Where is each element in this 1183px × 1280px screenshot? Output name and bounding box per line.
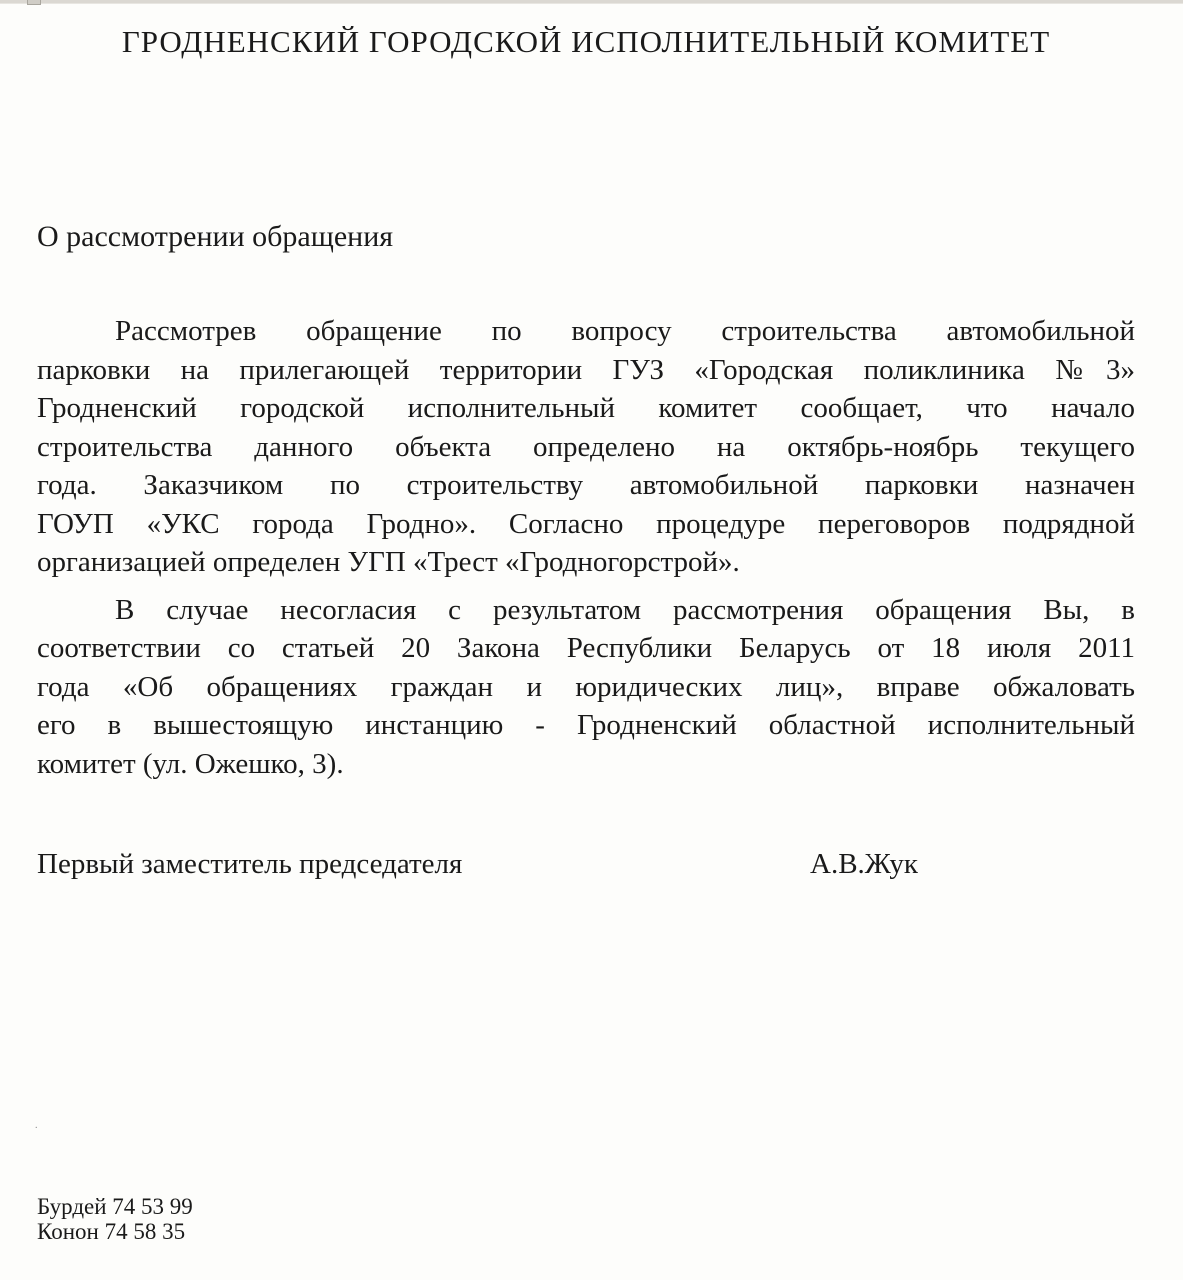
signature-name: А.В.Жук xyxy=(810,848,918,880)
body-line: года «Об обращениях граждан и юридических лиц», вправе обжаловать xyxy=(37,670,1135,703)
body-line: парковки на прилегающей территории ГУЗ «Городская поликлиника №3» xyxy=(37,353,1135,386)
contact-block xyxy=(37,1195,193,1244)
body-paragraph-2 xyxy=(37,591,1135,784)
body-line: ГОУП «УКС города Гродно». Согласно процедуре переговоров подрядной xyxy=(37,507,1135,540)
subject-line: О рассмотрении обращения xyxy=(37,220,394,253)
contact-phone-2: Конон 74 58 35 xyxy=(37,1218,186,1244)
stray-dot-mark: . xyxy=(35,1120,38,1131)
body-line: его в вышестоящую инстанцию - Гродненский областной исполнительный xyxy=(37,709,1135,741)
body-line: комитет (ул. Ожешко, 3). xyxy=(37,747,344,780)
body-line: Рассмотрев обращение по вопросу строительства автомобильной xyxy=(115,315,1135,347)
body-line: года. Заказчиком по строительству автомобильной парковки назначен xyxy=(37,469,1135,501)
signature-title: Первый заместитель председателя xyxy=(37,848,463,880)
body-paragraph-1 xyxy=(37,312,1135,582)
body-line: Гродненский городской исполнительный комитет сообщает, что начало xyxy=(37,392,1135,424)
body-line: В случае несогласия с результатом рассмотрения обращения Вы, в xyxy=(115,593,1135,626)
signature-row xyxy=(37,845,1135,883)
body-line: соответствии со статьей 20 Закона Республики Беларусь от 18 июля 2011 xyxy=(37,632,1135,664)
document-title: ГРОДНЕНСКИЙ ГОРОДСКОЙ ИСПОЛНИТЕЛЬНЫЙ КОМИТЕТ xyxy=(121,24,1051,59)
body-line: строительства данного объекта определено на октябрь-ноябрь текущего xyxy=(37,430,1135,463)
body-line: организацией определен УГП «Трест «Гродногорстрой». xyxy=(37,546,740,578)
contact-phone-1: Бурдей 74 53 99 xyxy=(37,1194,193,1219)
document-body xyxy=(37,312,1135,783)
